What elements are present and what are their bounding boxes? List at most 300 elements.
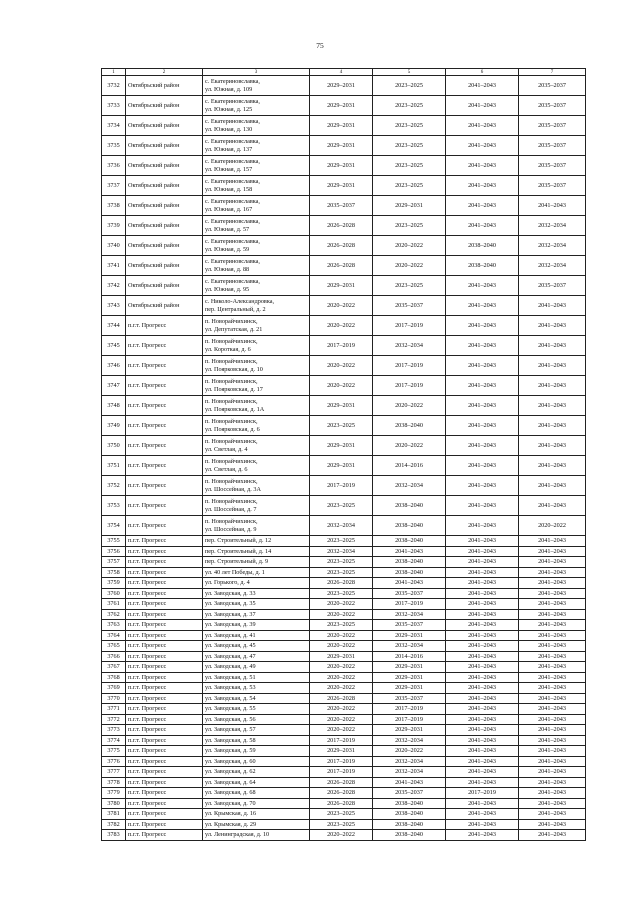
period-col7-cell: 2041–2043 bbox=[519, 557, 586, 568]
table-row bbox=[102, 536, 586, 547]
period-col4-cell: 2020–2022 bbox=[310, 376, 373, 396]
period-col7-cell: 2041–2043 bbox=[519, 296, 586, 316]
district-cell: Октябрьский район bbox=[126, 156, 203, 176]
period-col5-cell: 2017–2019 bbox=[373, 599, 446, 610]
row-number-cell: 3734 bbox=[102, 116, 126, 136]
period-col7-cell: 2041–2043 bbox=[519, 588, 586, 599]
address-line: ул. Шоссейная, д. 3А bbox=[205, 485, 261, 493]
address-line: пер. Строительный, д. 14 bbox=[205, 547, 272, 555]
period-col5-cell: 2041–2043 bbox=[373, 777, 446, 788]
period-col7-cell: 2032–2034 bbox=[519, 216, 586, 236]
address-line: ул. Южная, д. 130 bbox=[205, 125, 253, 133]
district-cell: п.г.т. Прогресс bbox=[126, 516, 203, 536]
period-col7-cell: 2041–2043 bbox=[519, 662, 586, 673]
address-line: ул. Крымская, д. 16 bbox=[205, 810, 257, 818]
address-line: с. Екатериновславка, bbox=[205, 238, 260, 246]
row-number-cell: 3759 bbox=[102, 578, 126, 589]
address-line: с. Екатериновславка, bbox=[205, 78, 260, 86]
district-cell: п.г.т. Прогресс bbox=[126, 316, 203, 336]
district-cell: п.г.т. Прогресс bbox=[126, 476, 203, 496]
address-cell bbox=[203, 296, 310, 316]
district-cell: Октябрьский район bbox=[126, 276, 203, 296]
period-col7-cell: 2041–2043 bbox=[519, 546, 586, 557]
address-line: с. Екатериновславка, bbox=[205, 218, 260, 226]
table-row bbox=[102, 396, 586, 416]
row-number-cell: 3753 bbox=[102, 496, 126, 516]
district-cell: п.г.т. Прогресс bbox=[126, 609, 203, 620]
address-line: п. Новорайчихинск, bbox=[205, 378, 258, 386]
district-cell: п.г.т. Прогресс bbox=[126, 336, 203, 356]
table-row bbox=[102, 76, 586, 96]
period-col6-cell: 2041–2043 bbox=[446, 136, 519, 156]
period-col5-cell: 2038–2040 bbox=[373, 536, 446, 547]
address-cell bbox=[203, 496, 310, 516]
row-number-cell: 3766 bbox=[102, 651, 126, 662]
period-col6-cell: 2041–2043 bbox=[446, 704, 519, 715]
period-col4-cell: 2029–2031 bbox=[310, 396, 373, 416]
period-col5-cell: 2038–2040 bbox=[373, 557, 446, 568]
district-cell: Октябрьский район bbox=[126, 256, 203, 276]
period-col4-cell: 2029–2031 bbox=[310, 136, 373, 156]
address-line: с. Екатериновславка, bbox=[205, 278, 260, 286]
period-col7-cell: 2041–2043 bbox=[519, 356, 586, 376]
address-line: ул. Крымская, д. 29 bbox=[205, 820, 257, 828]
table-row bbox=[102, 516, 586, 536]
period-col6-cell: 2041–2043 bbox=[446, 557, 519, 568]
period-col5-cell: 2041–2043 bbox=[373, 578, 446, 589]
period-col4-cell: 2017–2019 bbox=[310, 756, 373, 767]
address-cell bbox=[203, 746, 310, 757]
period-col4-cell: 2026–2028 bbox=[310, 578, 373, 589]
table-row bbox=[102, 578, 586, 589]
address-cell bbox=[203, 536, 310, 547]
address-line: ул. Поярковская, д. 10 bbox=[205, 365, 263, 373]
district-cell: п.г.т. Прогресс bbox=[126, 662, 203, 673]
row-number-cell: 3742 bbox=[102, 276, 126, 296]
address-cell bbox=[203, 725, 310, 736]
period-col5-cell: 2014–2016 bbox=[373, 456, 446, 476]
address-line: с. Екатериновславка, bbox=[205, 258, 260, 266]
period-col4-cell: 2026–2028 bbox=[310, 216, 373, 236]
period-col4-cell: 2023–2025 bbox=[310, 567, 373, 578]
period-col4-cell: 2020–2022 bbox=[310, 704, 373, 715]
period-col5-cell: 2020–2022 bbox=[373, 396, 446, 416]
table-row bbox=[102, 704, 586, 715]
table-row bbox=[102, 693, 586, 704]
period-col5-cell: 2038–2040 bbox=[373, 819, 446, 830]
table-row bbox=[102, 788, 586, 799]
table-row bbox=[102, 96, 586, 116]
period-col7-cell: 2032–2034 bbox=[519, 236, 586, 256]
period-col4-cell: 2029–2031 bbox=[310, 96, 373, 116]
address-line: ул. Светлая, д. 6 bbox=[205, 465, 248, 473]
address-line: ул. Заводская, д. 51 bbox=[205, 673, 256, 681]
row-number-cell: 3762 bbox=[102, 609, 126, 620]
period-col7-cell: 2041–2043 bbox=[519, 456, 586, 476]
address-cell bbox=[203, 76, 310, 96]
period-col4-cell: 2017–2019 bbox=[310, 767, 373, 778]
address-cell bbox=[203, 567, 310, 578]
district-cell: п.г.т. Прогресс bbox=[126, 819, 203, 830]
row-number-cell: 3783 bbox=[102, 830, 126, 841]
row-number-cell: 3775 bbox=[102, 746, 126, 757]
row-number-cell: 3744 bbox=[102, 316, 126, 336]
column-number: 6 bbox=[446, 69, 519, 76]
period-col6-cell: 2041–2043 bbox=[446, 714, 519, 725]
period-col7-cell: 2035–2037 bbox=[519, 276, 586, 296]
period-col6-cell: 2041–2043 bbox=[446, 416, 519, 436]
period-col5-cell: 2020–2022 bbox=[373, 236, 446, 256]
period-col7-cell: 2041–2043 bbox=[519, 436, 586, 456]
period-col4-cell: 2035–2037 bbox=[310, 196, 373, 216]
district-cell: Октябрьский район bbox=[126, 196, 203, 216]
period-col5-cell: 2020–2022 bbox=[373, 256, 446, 276]
period-col5-cell: 2023–2025 bbox=[373, 156, 446, 176]
period-col5-cell: 2032–2034 bbox=[373, 735, 446, 746]
district-cell: Октябрьский район bbox=[126, 176, 203, 196]
period-col6-cell: 2041–2043 bbox=[446, 336, 519, 356]
row-number-cell: 3773 bbox=[102, 725, 126, 736]
address-cell bbox=[203, 436, 310, 456]
period-col5-cell: 2032–2034 bbox=[373, 336, 446, 356]
table-row bbox=[102, 767, 586, 778]
row-number-cell: 3781 bbox=[102, 809, 126, 820]
period-col4-cell: 2029–2031 bbox=[310, 456, 373, 476]
address-line: ул. Южная, д. 125 bbox=[205, 105, 253, 113]
address-cell bbox=[203, 683, 310, 694]
row-number-cell: 3769 bbox=[102, 683, 126, 694]
address-cell bbox=[203, 546, 310, 557]
period-col4-cell: 2029–2031 bbox=[310, 651, 373, 662]
period-col7-cell: 2035–2037 bbox=[519, 136, 586, 156]
district-cell: п.г.т. Прогресс bbox=[126, 809, 203, 820]
district-cell: п.г.т. Прогресс bbox=[126, 672, 203, 683]
row-number-cell: 3780 bbox=[102, 798, 126, 809]
address-line: с. Екатериновславка, bbox=[205, 178, 260, 186]
table-row bbox=[102, 725, 586, 736]
period-col7-cell: 2041–2043 bbox=[519, 725, 586, 736]
row-number-cell: 3749 bbox=[102, 416, 126, 436]
address-line: ул. Заводская, д. 45 bbox=[205, 642, 256, 650]
period-col7-cell: 2041–2043 bbox=[519, 683, 586, 694]
period-col7-cell: 2041–2043 bbox=[519, 641, 586, 652]
period-col6-cell: 2041–2043 bbox=[446, 356, 519, 376]
address-cell bbox=[203, 336, 310, 356]
table-row bbox=[102, 567, 586, 578]
address-cell bbox=[203, 693, 310, 704]
period-col6-cell: 2041–2043 bbox=[446, 662, 519, 673]
table-row bbox=[102, 557, 586, 568]
district-cell: п.г.т. Прогресс bbox=[126, 798, 203, 809]
period-col4-cell: 2026–2028 bbox=[310, 777, 373, 788]
district-cell: Октябрьский район bbox=[126, 96, 203, 116]
period-col7-cell: 2041–2043 bbox=[519, 496, 586, 516]
district-cell: п.г.т. Прогресс bbox=[126, 416, 203, 436]
district-cell: п.г.т. Прогресс bbox=[126, 651, 203, 662]
period-col6-cell: 2041–2043 bbox=[446, 725, 519, 736]
table-row bbox=[102, 256, 586, 276]
address-line: ул. Заводская, д. 55 bbox=[205, 705, 256, 713]
period-col6-cell: 2041–2043 bbox=[446, 156, 519, 176]
address-line: ул. Южная, д. 109 bbox=[205, 85, 253, 93]
period-col7-cell: 2041–2043 bbox=[519, 767, 586, 778]
period-col4-cell: 2020–2022 bbox=[310, 641, 373, 652]
period-col5-cell: 2023–2025 bbox=[373, 116, 446, 136]
address-cell bbox=[203, 416, 310, 436]
district-cell: п.г.т. Прогресс bbox=[126, 830, 203, 841]
period-col5-cell: 2014–2016 bbox=[373, 651, 446, 662]
table-row bbox=[102, 620, 586, 631]
address-line: п. Новорайчихинск, bbox=[205, 358, 258, 366]
period-col5-cell: 2020–2022 bbox=[373, 746, 446, 757]
period-col6-cell: 2041–2043 bbox=[446, 196, 519, 216]
address-line: п. Новорайчихинск, bbox=[205, 318, 258, 326]
district-cell: п.г.т. Прогресс bbox=[126, 599, 203, 610]
period-col6-cell: 2041–2043 bbox=[446, 672, 519, 683]
period-col6-cell: 2038–2040 bbox=[446, 236, 519, 256]
district-cell: п.г.т. Прогресс bbox=[126, 777, 203, 788]
period-col4-cell: 2020–2022 bbox=[310, 316, 373, 336]
period-col5-cell: 2023–2025 bbox=[373, 76, 446, 96]
table-row bbox=[102, 116, 586, 136]
period-col5-cell: 2029–2031 bbox=[373, 725, 446, 736]
address-line: с. Екатериновславка, bbox=[205, 98, 260, 106]
table-row bbox=[102, 336, 586, 356]
period-col4-cell: 2020–2022 bbox=[310, 725, 373, 736]
period-col5-cell: 2029–2031 bbox=[373, 196, 446, 216]
period-col5-cell: 2035–2037 bbox=[373, 788, 446, 799]
period-col4-cell: 2026–2028 bbox=[310, 256, 373, 276]
table-row bbox=[102, 136, 586, 156]
table-row bbox=[102, 546, 586, 557]
period-col6-cell: 2041–2043 bbox=[446, 496, 519, 516]
row-number-cell: 3760 bbox=[102, 588, 126, 599]
address-cell bbox=[203, 316, 310, 336]
table-row bbox=[102, 777, 586, 788]
district-cell: п.г.т. Прогресс bbox=[126, 641, 203, 652]
period-col4-cell: 2029–2031 bbox=[310, 76, 373, 96]
address-cell bbox=[203, 630, 310, 641]
address-line: ул. Заводская, д. 56 bbox=[205, 715, 256, 723]
address-cell bbox=[203, 396, 310, 416]
period-col5-cell: 2038–2040 bbox=[373, 516, 446, 536]
address-line: п. Новорайчихинск, bbox=[205, 498, 258, 506]
address-cell bbox=[203, 557, 310, 568]
period-col7-cell: 2041–2043 bbox=[519, 777, 586, 788]
row-number-cell: 3733 bbox=[102, 96, 126, 116]
address-line: ул. Светлая, д. 4 bbox=[205, 445, 248, 453]
address-cell bbox=[203, 641, 310, 652]
district-cell: п.г.т. Прогресс bbox=[126, 376, 203, 396]
period-col6-cell: 2041–2043 bbox=[446, 620, 519, 631]
period-col6-cell: 2041–2043 bbox=[446, 456, 519, 476]
district-cell: Октябрьский район bbox=[126, 76, 203, 96]
period-col7-cell: 2041–2043 bbox=[519, 620, 586, 631]
address-line: ул. Заводская, д. 62 bbox=[205, 768, 256, 776]
period-col5-cell: 2023–2025 bbox=[373, 276, 446, 296]
address-cell bbox=[203, 767, 310, 778]
period-col4-cell: 2020–2022 bbox=[310, 672, 373, 683]
period-col7-cell: 2032–2034 bbox=[519, 256, 586, 276]
address-cell bbox=[203, 609, 310, 620]
row-number-cell: 3770 bbox=[102, 693, 126, 704]
table-row bbox=[102, 196, 586, 216]
address-line: ул. Заводская, д. 47 bbox=[205, 652, 256, 660]
period-col5-cell: 2017–2019 bbox=[373, 316, 446, 336]
address-line: ул. Поярковская, д. 6 bbox=[205, 425, 260, 433]
period-col7-cell: 2041–2043 bbox=[519, 536, 586, 547]
period-col4-cell: 2032–2034 bbox=[310, 546, 373, 557]
period-col4-cell: 2029–2031 bbox=[310, 156, 373, 176]
district-cell: п.г.т. Прогресс bbox=[126, 620, 203, 631]
row-number-cell: 3737 bbox=[102, 176, 126, 196]
row-number-cell: 3755 bbox=[102, 536, 126, 547]
period-col4-cell: 2020–2022 bbox=[310, 296, 373, 316]
period-col5-cell: 2038–2040 bbox=[373, 798, 446, 809]
address-cell bbox=[203, 96, 310, 116]
row-number-cell: 3765 bbox=[102, 641, 126, 652]
table-row bbox=[102, 296, 586, 316]
address-cell bbox=[203, 578, 310, 589]
table-row bbox=[102, 356, 586, 376]
table-row bbox=[102, 156, 586, 176]
period-col7-cell: 2041–2043 bbox=[519, 336, 586, 356]
period-col4-cell: 2026–2028 bbox=[310, 693, 373, 704]
period-col4-cell: 2023–2025 bbox=[310, 819, 373, 830]
period-col4-cell: 2023–2025 bbox=[310, 416, 373, 436]
period-col5-cell: 2017–2019 bbox=[373, 356, 446, 376]
period-col4-cell: 2020–2022 bbox=[310, 683, 373, 694]
period-col6-cell: 2038–2040 bbox=[446, 256, 519, 276]
period-col7-cell: 2041–2043 bbox=[519, 196, 586, 216]
period-col4-cell: 2029–2031 bbox=[310, 746, 373, 757]
address-line: ул. Южная, д. 157 bbox=[205, 165, 253, 173]
period-col6-cell: 2041–2043 bbox=[446, 176, 519, 196]
row-number-cell: 3745 bbox=[102, 336, 126, 356]
row-number-cell: 3740 bbox=[102, 236, 126, 256]
period-col5-cell: 2038–2040 bbox=[373, 496, 446, 516]
address-line: с. Екатериновславка, bbox=[205, 118, 260, 126]
table-row bbox=[102, 416, 586, 436]
period-col6-cell: 2041–2043 bbox=[446, 630, 519, 641]
address-line: ул. Ленинградская, д. 10 bbox=[205, 831, 270, 839]
column-number: 3 bbox=[203, 69, 310, 76]
period-col4-cell: 2023–2025 bbox=[310, 588, 373, 599]
address-line: ул. 40 лет Победы, д. 1 bbox=[205, 568, 265, 576]
table-row bbox=[102, 683, 586, 694]
district-cell: п.г.т. Прогресс bbox=[126, 536, 203, 547]
address-cell bbox=[203, 216, 310, 236]
district-cell: п.г.т. Прогресс bbox=[126, 714, 203, 725]
address-line: ул. Заводская, д. 35 bbox=[205, 600, 256, 608]
column-number: 5 bbox=[373, 69, 446, 76]
table-row bbox=[102, 756, 586, 767]
row-number-cell: 3741 bbox=[102, 256, 126, 276]
period-col6-cell: 2041–2043 bbox=[446, 735, 519, 746]
period-col6-cell: 2041–2043 bbox=[446, 567, 519, 578]
address-line: с. Екатериновславка, bbox=[205, 138, 260, 146]
district-cell: п.г.т. Прогресс bbox=[126, 436, 203, 456]
address-line: п. Новорайчихинск, bbox=[205, 338, 258, 346]
row-number-cell: 3748 bbox=[102, 396, 126, 416]
row-number-cell: 3764 bbox=[102, 630, 126, 641]
address-cell bbox=[203, 356, 310, 376]
period-col6-cell: 2041–2043 bbox=[446, 798, 519, 809]
table-row bbox=[102, 714, 586, 725]
period-col5-cell: 2032–2034 bbox=[373, 641, 446, 652]
address-line: с. Николо-Александровка, bbox=[205, 298, 275, 306]
period-col7-cell: 2041–2043 bbox=[519, 476, 586, 496]
period-col7-cell: 2020–2022 bbox=[519, 516, 586, 536]
period-col5-cell: 2017–2019 bbox=[373, 376, 446, 396]
period-col4-cell: 2026–2028 bbox=[310, 788, 373, 799]
period-col5-cell: 2038–2040 bbox=[373, 830, 446, 841]
period-col7-cell: 2035–2037 bbox=[519, 96, 586, 116]
period-col4-cell: 2029–2031 bbox=[310, 116, 373, 136]
row-number-cell: 3752 bbox=[102, 476, 126, 496]
period-col6-cell: 2041–2043 bbox=[446, 693, 519, 704]
period-col6-cell: 2041–2043 bbox=[446, 276, 519, 296]
period-col6-cell: 2041–2043 bbox=[446, 767, 519, 778]
register-table bbox=[101, 68, 586, 841]
table-row bbox=[102, 809, 586, 820]
row-number-cell: 3757 bbox=[102, 557, 126, 568]
district-cell: п.г.т. Прогресс bbox=[126, 704, 203, 715]
row-number-cell: 3772 bbox=[102, 714, 126, 725]
address-cell bbox=[203, 809, 310, 820]
row-number-cell: 3738 bbox=[102, 196, 126, 216]
period-col4-cell: 2023–2025 bbox=[310, 620, 373, 631]
address-line: ул. Поярковская, д. 17 bbox=[205, 385, 263, 393]
address-cell bbox=[203, 714, 310, 725]
period-col7-cell: 2035–2037 bbox=[519, 156, 586, 176]
row-number-cell: 3750 bbox=[102, 436, 126, 456]
table-row bbox=[102, 830, 586, 841]
period-col5-cell: 2035–2037 bbox=[373, 588, 446, 599]
address-cell bbox=[203, 662, 310, 673]
period-col4-cell: 2020–2022 bbox=[310, 662, 373, 673]
address-line: пер. Строительный, д. 12 bbox=[205, 537, 272, 545]
row-number-cell: 3739 bbox=[102, 216, 126, 236]
district-cell: п.г.т. Прогресс bbox=[126, 356, 203, 376]
period-col7-cell: 2041–2043 bbox=[519, 714, 586, 725]
period-col7-cell: 2041–2043 bbox=[519, 651, 586, 662]
district-cell: Октябрьский район bbox=[126, 296, 203, 316]
address-line: п. Новорайчихинск, bbox=[205, 478, 258, 486]
table-row bbox=[102, 436, 586, 456]
address-line: пер. Центральный, д. 2 bbox=[205, 305, 266, 313]
row-number-cell: 3768 bbox=[102, 672, 126, 683]
period-col7-cell: 2041–2043 bbox=[519, 735, 586, 746]
district-cell: п.г.т. Прогресс bbox=[126, 396, 203, 416]
address-line: ул. Южная, д. 137 bbox=[205, 145, 253, 153]
district-cell: п.г.т. Прогресс bbox=[126, 756, 203, 767]
address-cell bbox=[203, 276, 310, 296]
period-col6-cell: 2041–2043 bbox=[446, 536, 519, 547]
period-col5-cell: 2035–2037 bbox=[373, 693, 446, 704]
address-line: п. Новорайчихинск, bbox=[205, 458, 258, 466]
period-col4-cell: 2029–2031 bbox=[310, 276, 373, 296]
period-col7-cell: 2041–2043 bbox=[519, 416, 586, 436]
period-col7-cell: 2041–2043 bbox=[519, 316, 586, 336]
row-number-cell: 3756 bbox=[102, 546, 126, 557]
period-col6-cell: 2041–2043 bbox=[446, 436, 519, 456]
period-col4-cell: 2017–2019 bbox=[310, 336, 373, 356]
period-col5-cell: 2038–2040 bbox=[373, 567, 446, 578]
period-col4-cell: 2023–2025 bbox=[310, 809, 373, 820]
period-col6-cell: 2041–2043 bbox=[446, 599, 519, 610]
period-col5-cell: 2038–2040 bbox=[373, 809, 446, 820]
